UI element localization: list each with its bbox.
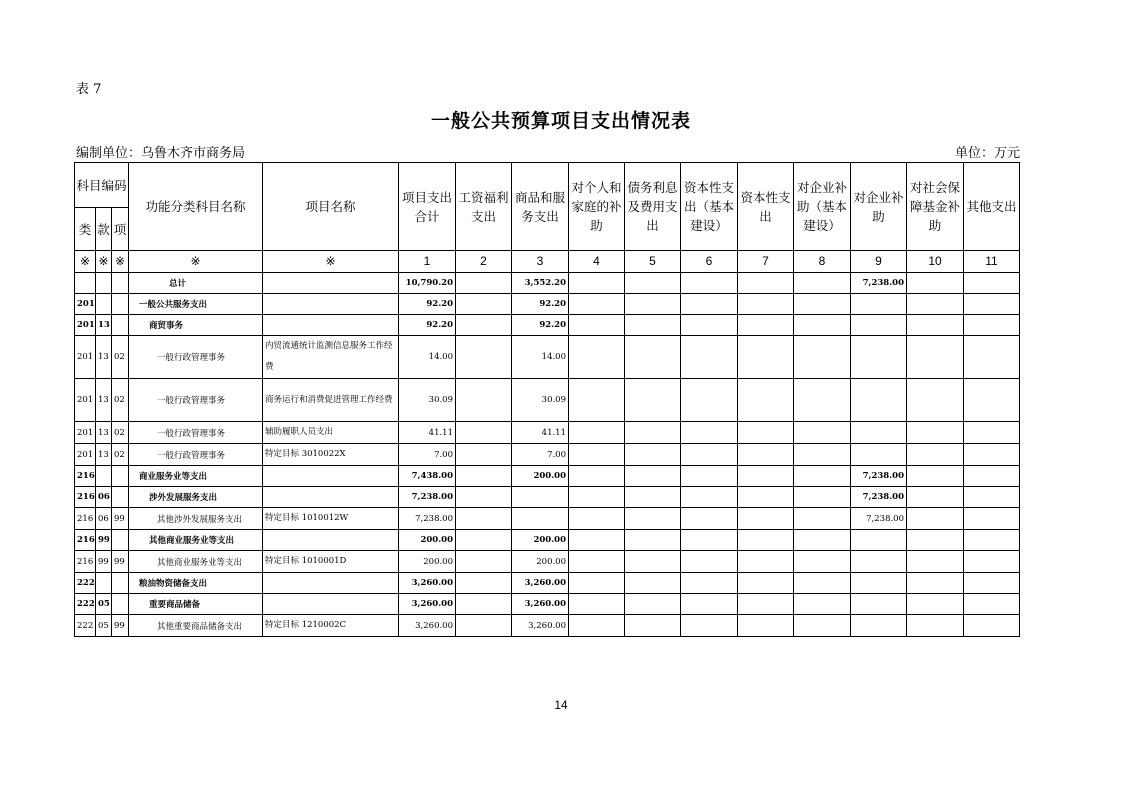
- enterprise-basic-cell: [794, 551, 851, 573]
- project-name-cell: 商务运行和消费促进管理工作经费: [263, 379, 399, 422]
- table-row: [75, 294, 1020, 315]
- project-name-cell: 特定目标 1210002C: [263, 615, 399, 637]
- kuan-cell: 05: [96, 594, 112, 615]
- other-cell: [964, 530, 1020, 551]
- table-label: 表 7: [76, 82, 102, 97]
- table-row: [75, 273, 1020, 294]
- function-name-cell: 一般行政管理事务: [129, 444, 263, 466]
- col-header-capital: 资本性支出: [738, 163, 794, 251]
- enterprise-basic-cell: [794, 508, 851, 530]
- col-header-goods: 商品和服务支出: [512, 163, 569, 251]
- reporting-unit: 编制单位：乌鲁木齐市商务局: [76, 146, 246, 161]
- xiang-cell: 99: [112, 615, 129, 637]
- personal-cell: [569, 594, 625, 615]
- xiang-cell: 02: [112, 336, 129, 379]
- capital-cell: [738, 615, 794, 637]
- kuan-cell: [96, 573, 112, 594]
- capital-cell: [738, 422, 794, 444]
- capital-basic-cell: [681, 551, 738, 573]
- project-name-cell: 内贸流通统计监测信息服务工作经费: [263, 336, 399, 379]
- capital-cell: [738, 294, 794, 315]
- total-cell: 92.20: [399, 315, 456, 336]
- other-cell: [964, 508, 1020, 530]
- social-cell: [907, 594, 964, 615]
- enterprise-cell: [851, 615, 907, 637]
- project-name-cell: [263, 487, 399, 508]
- total-cell: 200.00: [399, 530, 456, 551]
- col-header-personal: 对个人和家庭的补助: [569, 163, 625, 251]
- enterprise-cell: 7,238.00: [851, 273, 907, 294]
- capital-basic-cell: [681, 273, 738, 294]
- table-row: [75, 315, 1020, 336]
- enterprise-cell: [851, 294, 907, 315]
- function-name-cell: 商贸事务: [129, 315, 263, 336]
- debt-cell: [625, 530, 681, 551]
- column-number: 8: [794, 251, 851, 273]
- table-row: [75, 508, 1020, 530]
- table-body: [75, 273, 1020, 637]
- column-number: 7: [738, 251, 794, 273]
- debt-cell: [625, 508, 681, 530]
- goods-cell: 3,552.20: [512, 273, 569, 294]
- kuan-cell: 06: [96, 508, 112, 530]
- table-row: [75, 466, 1020, 487]
- capital-cell: [738, 508, 794, 530]
- social-cell: [907, 273, 964, 294]
- wages-cell: [456, 336, 512, 379]
- total-cell: 10,790.20: [399, 273, 456, 294]
- capital-basic-cell: [681, 336, 738, 379]
- kuan-cell: [96, 294, 112, 315]
- project-name-cell: 特定目标 1010012W: [263, 508, 399, 530]
- xiang-cell: [112, 487, 129, 508]
- subject-code-header: 科目编码: [75, 163, 129, 208]
- function-name-cell: 商业服务业等支出: [129, 466, 263, 487]
- capital-cell: [738, 336, 794, 379]
- table-row: [75, 573, 1020, 594]
- col-header-total: 项目支出合计: [399, 163, 456, 251]
- lei-cell: 201: [75, 315, 96, 336]
- xiang-cell: 02: [112, 379, 129, 422]
- kuan-cell: 99: [96, 551, 112, 573]
- social-cell: [907, 422, 964, 444]
- capital-cell: [738, 530, 794, 551]
- capital-cell: [738, 573, 794, 594]
- mark-cell: ※: [112, 251, 129, 273]
- column-number: 5: [625, 251, 681, 273]
- other-cell: [964, 466, 1020, 487]
- total-cell: 7,238.00: [399, 487, 456, 508]
- social-cell: [907, 466, 964, 487]
- column-number: 6: [681, 251, 738, 273]
- budget-table: [74, 162, 1020, 637]
- other-cell: [964, 573, 1020, 594]
- page-number: 14: [554, 698, 568, 712]
- social-cell: [907, 487, 964, 508]
- debt-cell: [625, 573, 681, 594]
- personal-cell: [569, 466, 625, 487]
- lei-cell: 222: [75, 594, 96, 615]
- capital-cell: [738, 594, 794, 615]
- other-cell: [964, 273, 1020, 294]
- personal-cell: [569, 294, 625, 315]
- total-cell: 200.00: [399, 551, 456, 573]
- goods-cell: 200.00: [512, 530, 569, 551]
- kuan-cell: 99: [96, 530, 112, 551]
- kuan-cell: 13: [96, 336, 112, 379]
- enterprise-basic-cell: [794, 530, 851, 551]
- lei-cell: 201: [75, 422, 96, 444]
- capital-cell: [738, 551, 794, 573]
- debt-cell: [625, 273, 681, 294]
- capital-cell: [738, 466, 794, 487]
- personal-cell: [569, 530, 625, 551]
- col-header-enterprise-basic: 对企业补助（基本建设）: [794, 163, 851, 251]
- debt-cell: [625, 422, 681, 444]
- wages-cell: [456, 615, 512, 637]
- lei-cell: 201: [75, 444, 96, 466]
- wages-cell: [456, 466, 512, 487]
- total-cell: 7,238.00: [399, 508, 456, 530]
- xiang-cell: 02: [112, 444, 129, 466]
- function-name-cell: 其他商业服务业等支出: [129, 530, 263, 551]
- enterprise-cell: [851, 530, 907, 551]
- function-name-cell: 涉外发展服务支出: [129, 487, 263, 508]
- personal-cell: [569, 487, 625, 508]
- project-name-cell: 辅助履职人员支出: [263, 422, 399, 444]
- function-name-cell: 一般公共服务支出: [129, 294, 263, 315]
- table-row: [75, 379, 1020, 422]
- enterprise-basic-cell: [794, 487, 851, 508]
- personal-cell: [569, 444, 625, 466]
- social-cell: [907, 573, 964, 594]
- mark-cell: ※: [263, 251, 399, 273]
- personal-cell: [569, 551, 625, 573]
- personal-cell: [569, 379, 625, 422]
- function-name-cell: 其他重要商品储备支出: [129, 615, 263, 637]
- enterprise-basic-cell: [794, 315, 851, 336]
- enterprise-basic-cell: [794, 444, 851, 466]
- mark-cell: ※: [129, 251, 263, 273]
- personal-cell: [569, 573, 625, 594]
- lei-cell: 201: [75, 379, 96, 422]
- social-cell: [907, 615, 964, 637]
- enterprise-basic-cell: [794, 336, 851, 379]
- kuan-cell: 05: [96, 615, 112, 637]
- capital-basic-cell: [681, 379, 738, 422]
- lei-cell: 216: [75, 530, 96, 551]
- social-cell: [907, 551, 964, 573]
- personal-cell: [569, 336, 625, 379]
- lei-cell: 216: [75, 551, 96, 573]
- project-name-cell: [263, 315, 399, 336]
- goods-cell: 14.00: [512, 336, 569, 379]
- table-row: [75, 551, 1020, 573]
- wages-cell: [456, 379, 512, 422]
- project-name-cell: [263, 466, 399, 487]
- total-cell: 14.00: [399, 336, 456, 379]
- function-name-cell: 其他商业服务业等支出: [129, 551, 263, 573]
- total-cell: 3,260.00: [399, 573, 456, 594]
- capital-cell: [738, 487, 794, 508]
- enterprise-cell: [851, 422, 907, 444]
- enterprise-cell: [851, 336, 907, 379]
- debt-cell: [625, 615, 681, 637]
- kuan-cell: 13: [96, 379, 112, 422]
- column-number: 9: [851, 251, 907, 273]
- capital-basic-cell: [681, 530, 738, 551]
- mark-cell: ※: [96, 251, 112, 273]
- enterprise-cell: [851, 315, 907, 336]
- wages-cell: [456, 487, 512, 508]
- total-cell: 30.09: [399, 379, 456, 422]
- capital-basic-cell: [681, 508, 738, 530]
- debt-cell: [625, 594, 681, 615]
- social-cell: [907, 444, 964, 466]
- kuan-cell: [96, 273, 112, 294]
- lei-header: 类: [75, 208, 96, 251]
- wages-cell: [456, 315, 512, 336]
- xiang-cell: [112, 273, 129, 294]
- column-number: 1: [399, 251, 456, 273]
- other-cell: [964, 594, 1020, 615]
- goods-cell: 41.11: [512, 422, 569, 444]
- xiang-header: 项: [112, 208, 129, 251]
- enterprise-basic-cell: [794, 466, 851, 487]
- project-name-cell: [263, 294, 399, 315]
- capital-basic-cell: [681, 444, 738, 466]
- other-cell: [964, 315, 1020, 336]
- other-cell: [964, 336, 1020, 379]
- table-row: [75, 422, 1020, 444]
- debt-cell: [625, 315, 681, 336]
- goods-cell: 7.00: [512, 444, 569, 466]
- function-name-cell: 一般行政管理事务: [129, 379, 263, 422]
- project-name-cell: [263, 594, 399, 615]
- enterprise-basic-cell: [794, 594, 851, 615]
- total-cell: 3,260.00: [399, 615, 456, 637]
- xiang-cell: 99: [112, 508, 129, 530]
- other-cell: [964, 294, 1020, 315]
- total-cell: 92.20: [399, 294, 456, 315]
- enterprise-basic-cell: [794, 615, 851, 637]
- enterprise-cell: 7,238.00: [851, 466, 907, 487]
- capital-basic-cell: [681, 466, 738, 487]
- goods-cell: 92.20: [512, 294, 569, 315]
- wages-cell: [456, 294, 512, 315]
- debt-cell: [625, 379, 681, 422]
- kuan-cell: 13: [96, 444, 112, 466]
- project-name-cell: [263, 273, 399, 294]
- xiang-cell: 99: [112, 551, 129, 573]
- project-name-cell: [263, 573, 399, 594]
- project-name-header: 项目名称: [263, 163, 399, 251]
- lei-cell: 201: [75, 336, 96, 379]
- mark-cell: ※: [75, 251, 96, 273]
- total-cell: 3,260.00: [399, 594, 456, 615]
- currency-unit: 单位：万元: [955, 146, 1021, 161]
- lei-cell: [75, 273, 96, 294]
- xiang-cell: [112, 294, 129, 315]
- other-cell: [964, 615, 1020, 637]
- goods-cell: [512, 508, 569, 530]
- col-header-social: 对社会保障基金补助: [907, 163, 964, 251]
- enterprise-cell: [851, 573, 907, 594]
- function-name-cell: 其他涉外发展服务支出: [129, 508, 263, 530]
- project-name-cell: [263, 530, 399, 551]
- project-name-cell: 特定目标 3010022X: [263, 444, 399, 466]
- function-name-cell: 粮油物资储备支出: [129, 573, 263, 594]
- xiang-cell: [112, 530, 129, 551]
- goods-cell: 92.20: [512, 315, 569, 336]
- enterprise-cell: [851, 594, 907, 615]
- social-cell: [907, 336, 964, 379]
- wages-cell: [456, 273, 512, 294]
- lei-cell: 222: [75, 573, 96, 594]
- lei-cell: 201: [75, 294, 96, 315]
- enterprise-basic-cell: [794, 273, 851, 294]
- capital-cell: [738, 315, 794, 336]
- goods-cell: 3,260.00: [512, 573, 569, 594]
- table-row: [75, 336, 1020, 379]
- goods-cell: 3,260.00: [512, 594, 569, 615]
- personal-cell: [569, 315, 625, 336]
- other-cell: [964, 444, 1020, 466]
- function-name-header: 功能分类科目名称: [129, 163, 263, 251]
- function-name-cell: 重要商品储备: [129, 594, 263, 615]
- other-cell: [964, 379, 1020, 422]
- capital-basic-cell: [681, 573, 738, 594]
- capital-basic-cell: [681, 422, 738, 444]
- enterprise-cell: [851, 551, 907, 573]
- wages-cell: [456, 551, 512, 573]
- capital-basic-cell: [681, 615, 738, 637]
- table-row: [75, 487, 1020, 508]
- wages-cell: [456, 594, 512, 615]
- col-header-enterprise: 对企业补助: [851, 163, 907, 251]
- wages-cell: [456, 508, 512, 530]
- debt-cell: [625, 444, 681, 466]
- xiang-cell: [112, 573, 129, 594]
- personal-cell: [569, 615, 625, 637]
- social-cell: [907, 379, 964, 422]
- total-cell: 7,438.00: [399, 466, 456, 487]
- goods-cell: 3,260.00: [512, 615, 569, 637]
- capital-basic-cell: [681, 315, 738, 336]
- xiang-cell: [112, 315, 129, 336]
- total-cell: 7.00: [399, 444, 456, 466]
- xiang-cell: 02: [112, 422, 129, 444]
- column-number: 10: [907, 251, 964, 273]
- kuan-cell: 13: [96, 422, 112, 444]
- debt-cell: [625, 466, 681, 487]
- goods-cell: 200.00: [512, 466, 569, 487]
- table-row: [75, 444, 1020, 466]
- social-cell: [907, 530, 964, 551]
- debt-cell: [625, 294, 681, 315]
- personal-cell: [569, 508, 625, 530]
- col-header-debt: 债务利息及费用支出: [625, 163, 681, 251]
- debt-cell: [625, 551, 681, 573]
- enterprise-basic-cell: [794, 422, 851, 444]
- enterprise-cell: 7,238.00: [851, 487, 907, 508]
- xiang-cell: [112, 466, 129, 487]
- capital-cell: [738, 379, 794, 422]
- wages-cell: [456, 573, 512, 594]
- enterprise-cell: [851, 379, 907, 422]
- column-number: 2: [456, 251, 512, 273]
- enterprise-cell: [851, 444, 907, 466]
- personal-cell: [569, 422, 625, 444]
- goods-cell: [512, 487, 569, 508]
- page-title: 一般公共预算项目支出情况表: [430, 110, 691, 132]
- other-cell: [964, 551, 1020, 573]
- goods-cell: 200.00: [512, 551, 569, 573]
- column-number: 3: [512, 251, 569, 273]
- capital-cell: [738, 444, 794, 466]
- table-row: [75, 594, 1020, 615]
- kuan-cell: 13: [96, 315, 112, 336]
- function-name-cell: 一般行政管理事务: [129, 336, 263, 379]
- social-cell: [907, 508, 964, 530]
- lei-cell: 216: [75, 508, 96, 530]
- capital-cell: [738, 273, 794, 294]
- function-name-cell: 一般行政管理事务: [129, 422, 263, 444]
- personal-cell: [569, 273, 625, 294]
- column-number: 11: [964, 251, 1020, 273]
- capital-basic-cell: [681, 294, 738, 315]
- lei-cell: 222: [75, 615, 96, 637]
- total-cell: 41.11: [399, 422, 456, 444]
- table-row: [75, 530, 1020, 551]
- other-cell: [964, 422, 1020, 444]
- wages-cell: [456, 422, 512, 444]
- col-header-capital-basic: 资本性支出（基本建设）: [681, 163, 738, 251]
- col-header-other: 其他支出: [964, 163, 1020, 251]
- enterprise-basic-cell: [794, 573, 851, 594]
- function-name-cell: 总计: [129, 273, 263, 294]
- table-row: [75, 615, 1020, 637]
- wages-cell: [456, 444, 512, 466]
- capital-basic-cell: [681, 594, 738, 615]
- kuan-cell: [96, 466, 112, 487]
- goods-cell: 30.09: [512, 379, 569, 422]
- social-cell: [907, 315, 964, 336]
- social-cell: [907, 294, 964, 315]
- enterprise-basic-cell: [794, 294, 851, 315]
- project-name-cell: 特定目标 1010001D: [263, 551, 399, 573]
- enterprise-basic-cell: [794, 379, 851, 422]
- lei-cell: 216: [75, 487, 96, 508]
- column-number: 4: [569, 251, 625, 273]
- kuan-cell: 06: [96, 487, 112, 508]
- lei-cell: 216: [75, 466, 96, 487]
- debt-cell: [625, 336, 681, 379]
- debt-cell: [625, 487, 681, 508]
- capital-basic-cell: [681, 487, 738, 508]
- kuan-header: 款: [96, 208, 112, 251]
- wages-cell: [456, 530, 512, 551]
- xiang-cell: [112, 594, 129, 615]
- other-cell: [964, 487, 1020, 508]
- col-header-wages: 工资福利支出: [456, 163, 512, 251]
- enterprise-cell: 7,238.00: [851, 508, 907, 530]
